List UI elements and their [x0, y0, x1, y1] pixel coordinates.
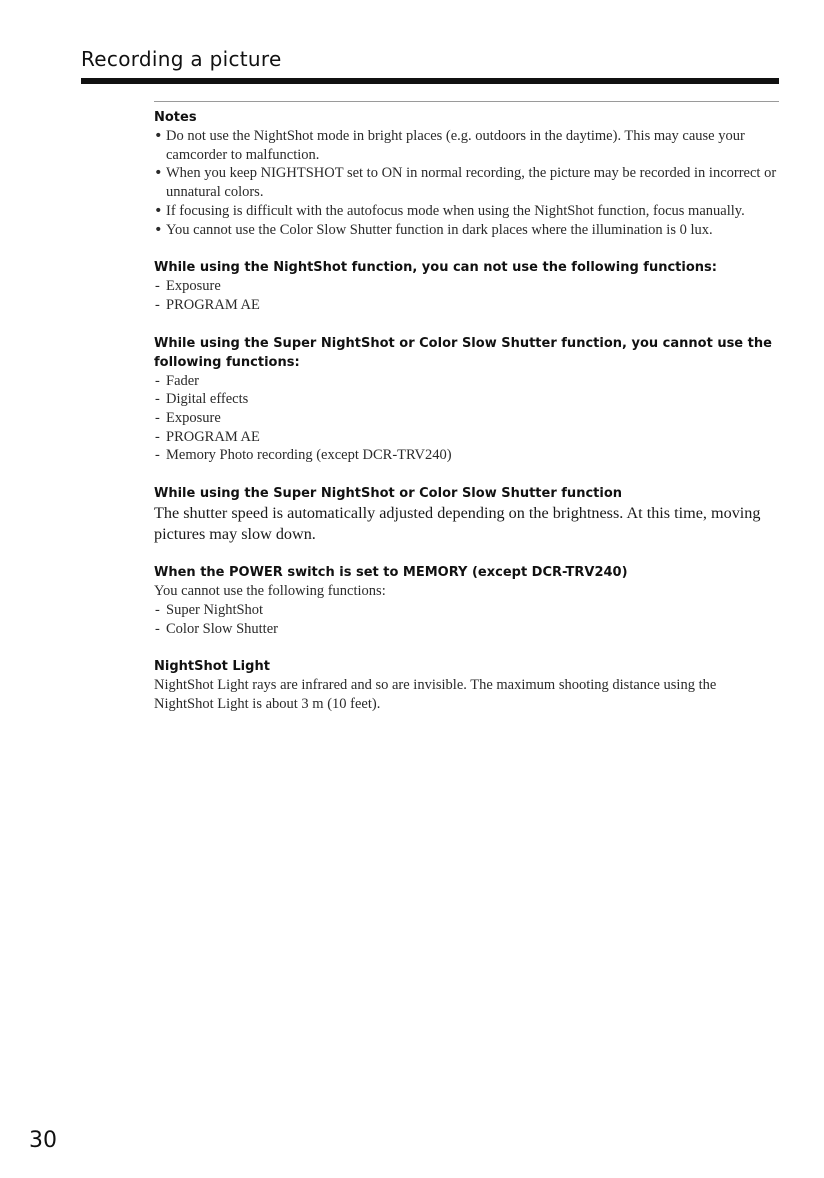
page-number: 30 — [29, 1128, 57, 1153]
nightshot-restrictions-heading: While using the NightShot function, you can not use the following functions: — [154, 260, 717, 276]
shutter-speed-heading: While using the Super NightShot or Color Slow Shutter function — [154, 486, 623, 502]
list-item: - Fader — [154, 372, 779, 391]
list-item: • Do not use the NightShot mode in bright places (e.g. outdoors in the daytime). This may cause your camcorder to malfunction. — [154, 127, 779, 164]
power-memory-heading: When the POWER switch is set to MEMORY (except DCR-TRV240) — [154, 565, 628, 581]
notes-heading: Notes — [154, 110, 197, 125]
nightshot-light-heading: NightShot Light — [154, 659, 270, 675]
header-rule — [81, 78, 779, 84]
notes-list — [154, 127, 779, 239]
shutter-speed-text: The shutter speed is automatically adjusted depending on the brightness. At this time, moving pictures may slow down. — [154, 504, 761, 543]
list-item: - Exposure — [154, 409, 779, 428]
list-item: - Digital effects — [154, 390, 779, 409]
power-memory-list — [154, 601, 779, 638]
nightshot-light-text: NightShot Light rays are infrared and so are invisible. The maximum shooting distance using the NightShot Light is about 3 m (10 feet). — [154, 677, 717, 712]
shutter-speed-section — [154, 484, 779, 544]
nightshot-restrictions-section — [154, 258, 779, 314]
super-nightshot-restrictions-section — [154, 334, 779, 466]
list-item: - PROGRAM AE — [154, 296, 779, 315]
page-title: Recording a picture — [81, 47, 282, 71]
list-item: • If focusing is difficult with the autofocus mode when using the NightShot function, focus manually. — [154, 202, 779, 221]
list-item: - Super NightShot — [154, 601, 779, 620]
list-item: - Exposure — [154, 277, 779, 296]
list-item: • When you keep NIGHTSHOT set to ON in normal recording, the picture may be recorded in incorrect or unnatural colors. — [154, 164, 779, 201]
list-item: - Memory Photo recording (except DCR-TRV240) — [154, 446, 779, 465]
super-nightshot-restrictions-heading: While using the Super NightShot or Color Slow Shutter function, you cannot use the following functions: — [154, 335, 772, 370]
nightshot-restrictions-list — [154, 277, 779, 314]
notes-section — [154, 108, 779, 239]
list-item: - PROGRAM AE — [154, 428, 779, 447]
power-memory-section — [154, 563, 779, 638]
list-item: - Color Slow Shutter — [154, 620, 779, 639]
power-memory-intro: You cannot use the following functions: — [154, 583, 386, 600]
nightshot-light-section — [154, 657, 779, 713]
content-area — [154, 101, 779, 714]
list-item: • You cannot use the Color Slow Shutter function in dark places where the illumination is 0 lux. — [154, 221, 779, 240]
super-nightshot-restrictions-list — [154, 372, 779, 466]
